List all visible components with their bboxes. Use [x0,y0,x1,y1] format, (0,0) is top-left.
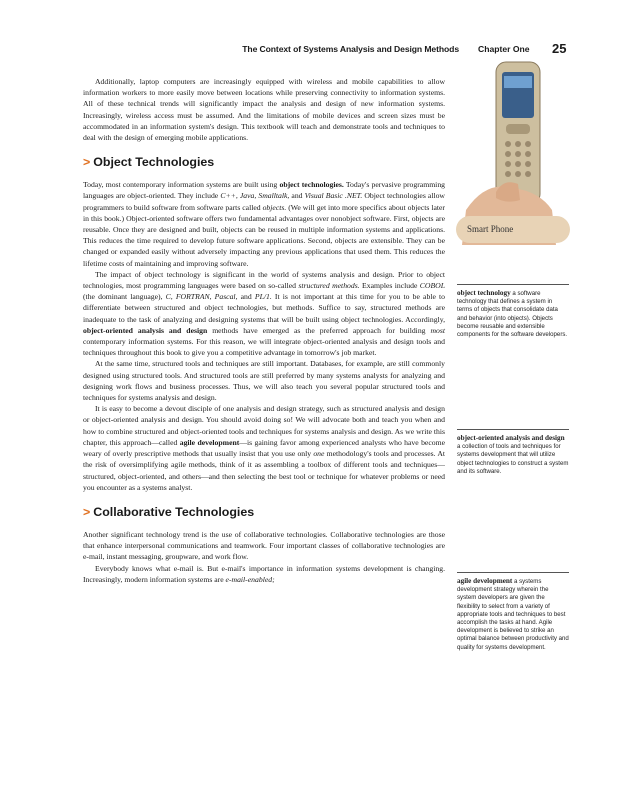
chevron-right-icon: > [83,504,91,519]
divider [457,572,569,573]
margin-note [457,429,569,476]
margin-term: object technology [457,289,511,297]
section-heading-text: Object Technologies [93,155,215,170]
key-term: object technologies. [279,180,344,190]
margin-definition: a software technology that defines a system in terms of objects that consolidate data and behavior (into objects). Objects become reusable and extensible components for the software developers. [457,290,568,339]
page-number: 25 [552,41,567,56]
paragraph: The impact of object technology is significant in the world of systems analysis and design. Prior to object technologies, most programming languages were based on so-called structured methods. Examples include COBOL (the dominant language), C, FORTRAN, Pascal, and PL/1. It is not important at this time for you to be able to differentiate between structured and object technologies, but methods. Suffice to say, structured methods are inadequate to the task of analyzing and designing systems that will be built using object technologies. Accordingly, object-oriented analysis and design methods have emerged as the preferred approach for building most contemporary information systems. For this reason, we will integrate object-oriented analysis and design tools and techniques throughout this book to give you a competitive advantage in tomorrow's job market. [83,269,445,358]
paragraph: Everybody knows what e-mail is. But e-mail's importance in information systems development is changing. Increasingly, modern information systems are e-mail-enabled; [83,563,445,584]
running-header [0,41,619,60]
key-term: agile development [179,437,240,447]
margin-term: object-oriented analysis and design [457,434,565,442]
paragraph: Today, most contemporary information systems are built using object technologies. Today's pervasive programming languages are object-oriented. They include C++, Java, Smalltalk, and Visual Basic .NET. Object technologies allow programmers to build software from software parts called objects. (We will get into more specifics about objects later in this book.) Object-oriented software offers two fundamental advantages over nonobject software. First, objects are reusable. Once they are designed and built, objects can be reused in multiple information systems and applications. This reduces the time required to develop future software applications. Second, objects are extensible. They can be changed or expanded easily without adversely impacting any previous applications that used them. This reduces the lifetime costs of maintaining and improving software. [83,180,446,268]
section-heading-object-technologies [83,155,445,169]
chevron-right-icon: > [83,155,91,170]
divider [457,284,569,285]
paragraph: Additionally, laptop computers are increasingly equipped with wireless and mobile capabilities to allow information workers to more easily move between locations while preserving connectivity to information systems. All of these technical trends will significantly impact the analysis and design of new information systems. Increasingly, wireless access must be assumed. And the limitations of mobile devices and screen sizes must be accommodated in an information system's design. This textbook will teach and demonstrate tools and techniques to deal with the design of emerging mobile applications. [83,77,445,143]
divider [457,429,569,430]
key-term: object-oriented analysis and design [83,325,208,335]
header-title: The Context of Systems Analysis and Design Methods [242,44,459,54]
header-chapter: Chapter One [478,44,530,54]
section-heading-collaborative-technologies [83,505,445,519]
photo-caption: Smart Phone [467,224,514,234]
margin-note [457,284,569,339]
paragraph: At the same time, structured tools and techniques are still important. Databases, for example, are still commonly designed using structured tools. And structured tools are still preferred by many systems analysts for analyzing and designing work flows and business processes. Thus, we will also teach you several popular structured tools and techniques for systems analysis and design. [83,359,445,403]
section-heading-text: Collaborative Technologies [93,504,255,519]
photo-caption-badge [456,216,570,243]
margin-note [457,572,569,652]
margin-definition: a collection of tools and techniques for systems development that will utilize object technologies to construct a system and its software. [457,443,569,475]
margin-definition: a systems development strategy wherein the system developers are given the flexibility to select from a variety of appropriate tools and techniques to best accomplish the tasks at hand. Agile development is believed to strike an optimal balance between productivity and quality for systems development. [457,578,569,651]
paragraph: It is easy to become a devout disciple of one analysis and design strategy, such as structured analysis and design or object-oriented analysis and design. You should avoid doing so! We will advocate both and teach you when and how to combine structured and object-oriented tools and techniques for systems analysis and design. As we write this chapter, this approach—called agile development—is gaining favor among experienced analysts who have become weary of overly prescriptive methods that usually insist that you use only one methodology's tools and processes. At the risk of oversimplifying agile methods, think of it as assembling a toolbox of different tools and techniques—structured, object-oriented, and others—and then selecting the best tool or technique for whatever problems or need you encounter as a systems analyst. [83,404,446,492]
paragraph: Another significant technology trend is the use of collaborative technologies. Collaborative technologies are those that enhance interpersonal communications and teamwork. Four important classes of collaborative technologies are e-mail, instant messaging, groupware, and work flow. [83,529,445,562]
body-text-column [83,76,445,585]
margin-term: agile development [457,577,513,585]
